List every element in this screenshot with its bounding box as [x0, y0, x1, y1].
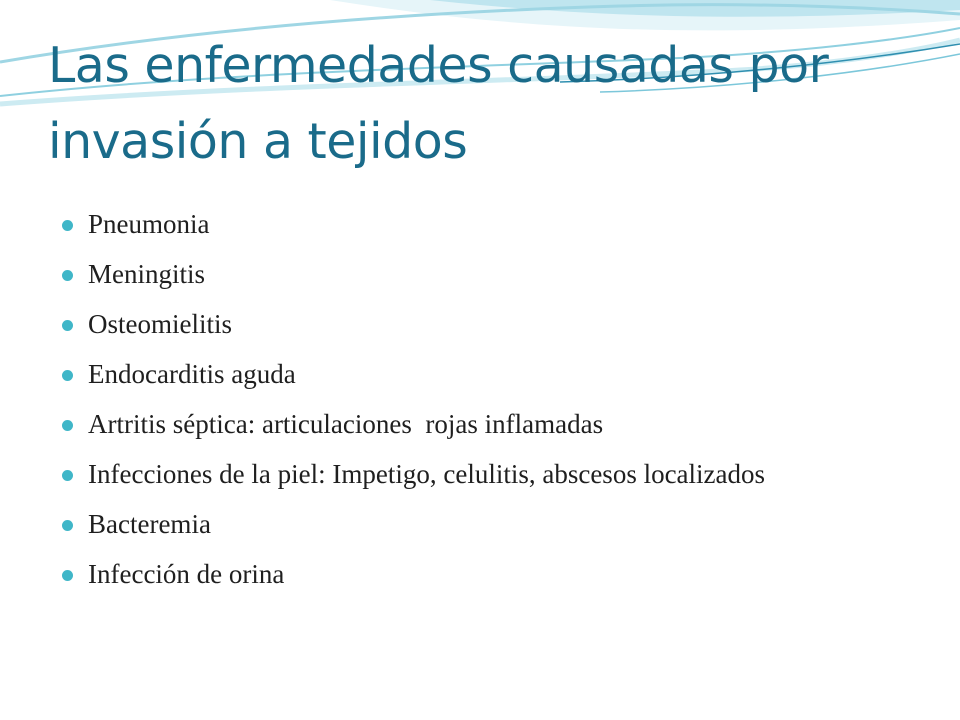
bullet-list: [62, 207, 922, 607]
bullet-text: Bacteremia: [88, 509, 211, 539]
bullet-text: Artritis séptica: articulaciones rojas inflamadas: [88, 409, 604, 439]
list-item: [62, 307, 922, 341]
list-item: [62, 357, 922, 391]
bullet-icon: [62, 220, 73, 231]
list-item: [62, 207, 922, 241]
bullet-icon: [62, 470, 73, 481]
bullet-text: Infección de orina: [88, 559, 285, 589]
bullet-text: Infecciones de la piel: Impetigo, celulitis, abscesos localizados: [88, 459, 766, 489]
bullet-icon: [62, 370, 73, 381]
list-item: [62, 557, 922, 591]
bullet-text: Pneumonia: [88, 209, 210, 239]
list-item: [62, 507, 922, 541]
bullet-icon: [62, 570, 73, 581]
slide-title: Las enfermedades causadas por invasión a tejidos: [48, 37, 829, 170]
list-item: [62, 407, 922, 441]
bullet-icon: [62, 270, 73, 281]
bullet-icon: [62, 520, 73, 531]
bullet-text: Meningitis: [88, 259, 206, 289]
bullet-text: Endocarditis aguda: [88, 359, 296, 389]
bullet-text: Osteomielitis: [88, 309, 232, 339]
list-item: [62, 457, 922, 491]
list-item: [62, 257, 922, 291]
bullet-icon: [62, 420, 73, 431]
bullet-icon: [62, 320, 73, 331]
